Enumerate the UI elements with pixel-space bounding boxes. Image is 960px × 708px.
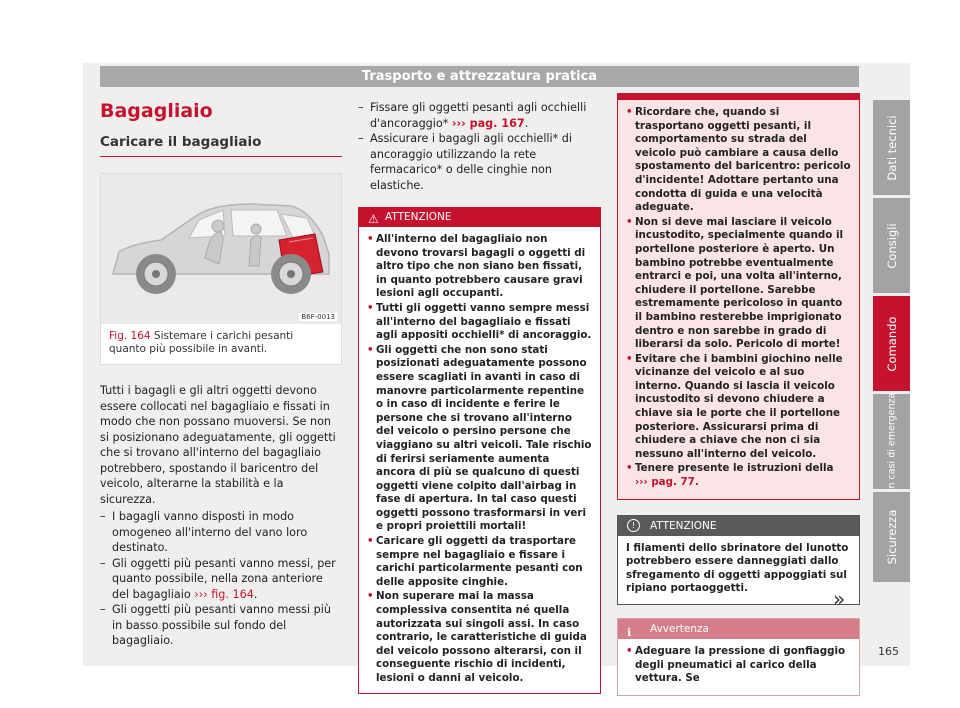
tab-sicurezza[interactable]: Sicurezza (873, 492, 910, 582)
figure-caption-text: Sistemare i carichi pesanti quanto più possibile in avanti. (109, 330, 294, 355)
warning-bullet: • Caricare gli oggetti da trasportare sempre nel bagagliaio e fissare i carichi particolarmente pesanti con delle apposite cinghie. (367, 535, 592, 589)
info-icon: ℹ (627, 626, 632, 639)
figure-code: B6F-0013 (301, 313, 335, 321)
warning-bullet: • Tutti gli oggetti vanno sempre messi all'interno del bagagliaio e fissati agli appositi occhielli* di ancoraggio. (367, 302, 592, 343)
warning-bullet: • Non superare mai la massa complessiva consentita né quella autorizzata sui singoli assi. In caso contrario, le caratteristiche di guida del veicolo possono alterarsi, con il conseguente rischio di incidenti, lesioni o danni al veicolo. (367, 590, 592, 685)
damage-warning-body: I filamenti dello sbrinatore del lunotto potrebbero essere danneggiati dallo sfregamento di oggetti appoggiati sul ripiano portaoggetti. (626, 541, 849, 595)
warning-triangle-icon: ⚠ (368, 212, 379, 226)
warning-bullet: • Non si deve mai lasciare il veicolo incustodito, specialmente quando il portellone posteriore è aperto. Un bambino potrebbe eventualmente entrarci e poi, una volta all'interno, chiudere il portellone. Sarebbe estremamente pericoloso in quanto il bambino resterebbe imprigionato dentro e non sarebbe in grado di liberarsi da solo. Pericolo di morte! (626, 216, 851, 352)
list-item: – I bagagli vanno disposti in modo omogeneo all'interno del vano loro destinato. (100, 509, 342, 556)
figure-label: Fig. 164 (109, 330, 151, 342)
car-side-view-image (101, 174, 341, 324)
note-box (617, 618, 860, 696)
tab-dati-tecnici[interactable]: Dati tecnici (873, 100, 910, 195)
left-column (100, 100, 342, 649)
list-item: – Gli oggetti più pesanti vanno messi più in basso possibile sul fondo del bagagliaio. (100, 602, 342, 649)
warning-body (359, 227, 600, 693)
note-header (618, 619, 859, 639)
page-link[interactable]: ››› pag. 167 (451, 116, 525, 130)
list-item: – Fissare gli oggetti pesanti agli occhielli d'ancoraggio* ››› pag. 167. (358, 100, 601, 131)
warning-title: ATTENZIONE (385, 211, 452, 223)
tab-comando[interactable]: Comando (873, 296, 910, 391)
intro-paragraph: Tutti i bagagli e gli altri oggetti devono essere collocati nel bagagliaio e fissati in modo che non possano muoversi. Se non si posizionano adeguatamente, gli oggetti che si trovano all'interno del bagagliaio potrebbero, spostando il baricentro del veicolo, alterarne la stabilità e la sicurezza. (100, 384, 336, 506)
info-circle-icon: ! (627, 519, 640, 532)
warning-bullet: • Gli oggetti che non sono stati posizionati adeguatamente possono essere scagliati in avanti in caso di manovre particolarmente repentine o in caso di incidente e ferire le persone che si trovano all'interno del veicolo o persino persone che viaggiano su altri veicoli. Tale rischio di ferirsi seriamente aumenta ancora di più se qualcuno di questi oggetti viene colpito dall'airbag in fase di apertura. In tal caso questi oggetti possono trasformarsi in veri e propri proiettili mortali! (367, 344, 592, 534)
warning-header (359, 208, 600, 227)
warning-bullet: • All'interno del bagagliaio non devono trovarsi bagagli o oggetti di altro tipo che non siano ben fissati, in quanto potrebbero causare gravi lesioni agli occupanti. (367, 233, 592, 301)
tab-consigli[interactable]: Consigli (873, 198, 910, 293)
warning-bullet: • Tenere presente le istruzioni della ››› pag. 77. (626, 462, 851, 489)
figure-164 (100, 173, 342, 365)
car-loading-illustration (101, 174, 341, 324)
damage-warning-box (617, 515, 860, 605)
list-item: – Assicurare i bagagli agli occhielli* di ancoraggio utilizzando la rete fermacarico* o delle cinghie non elastiche. (358, 131, 601, 193)
note-title: Avvertenza (650, 623, 709, 635)
page-number: 165 (878, 645, 899, 658)
section-title: Bagagliaio (100, 100, 213, 122)
warning-bullet: • Evitare che i bambini giochino nelle vicinanze del veicolo e al suo interno. Quando si lascia il veicolo incustodito si devono chiudere a chiave sia le porte che il portellone posteriore. Assicurarsi prima di chiudere a chiave che non ci sia nessuno all'interno del veicolo. (626, 353, 851, 462)
figure-caption (101, 324, 341, 364)
list-item: – Gli oggetti più pesanti vanno messi, per quanto possibile, nella zona anteriore del bagagliaio ››› fig. 164. (100, 556, 342, 603)
figure-link[interactable]: ››› fig. 164 (194, 587, 254, 601)
damage-warning-title: ATTENZIONE (650, 519, 717, 532)
tab-emergenza[interactable]: In casi di emergenza (873, 394, 910, 489)
continue-arrow-icon: » (833, 587, 846, 611)
page-header: Trasporto e attrezzatura pratica (100, 66, 859, 87)
note-body (618, 639, 859, 695)
warning-continuation-body (618, 100, 859, 499)
note-bullet: • Adeguare la pressione di gonfiaggio degli pneumatici al carico della vettura. Se (626, 645, 851, 686)
page-link[interactable]: ››› pag. 77. (635, 476, 699, 489)
middle-column (358, 100, 601, 694)
warning-continuation-box (617, 93, 860, 500)
right-column (617, 93, 860, 696)
damage-warning-header (618, 516, 859, 536)
body-text (100, 383, 342, 649)
warning-box (358, 207, 601, 694)
section-subtitle: Caricare il bagagliaio (100, 134, 342, 157)
warning-bullet: • Ricordare che, quando si trasportano oggetti pesanti, il comportamento su strada del veicolo può cambiare a causa dello spostamento del baricentro: pericolo d'incidente! Adottare pertanto una condotta di guida e una velocità adeguate. (626, 106, 851, 215)
